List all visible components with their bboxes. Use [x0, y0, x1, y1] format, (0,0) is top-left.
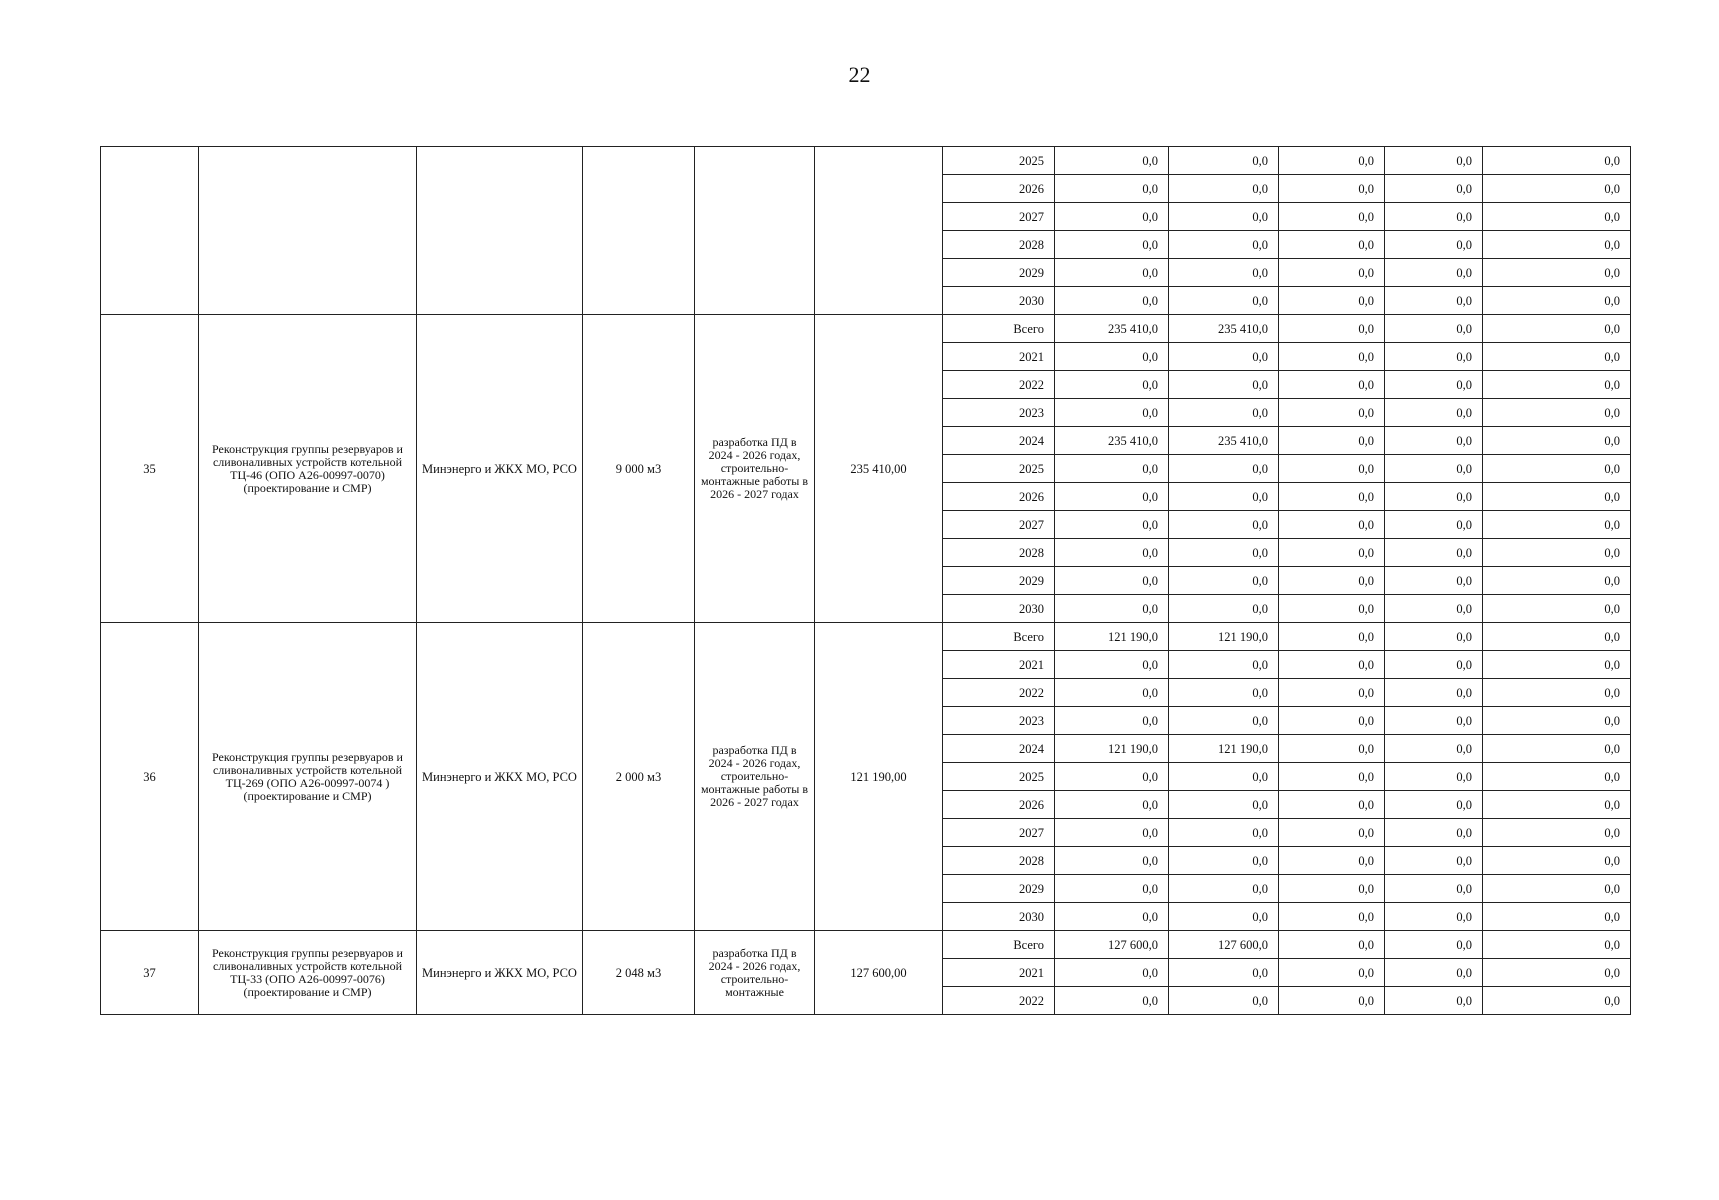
value-cell: 0,0: [1169, 287, 1279, 315]
table-row: [101, 931, 1631, 959]
value-cell: 0,0: [1055, 147, 1169, 175]
project-cost: 121 190,00: [815, 623, 943, 931]
value-cell: 0,0: [1169, 231, 1279, 259]
value-cell: 0,0: [1385, 987, 1483, 1015]
value-cell: 0,0: [1385, 287, 1483, 315]
value-cell: 121 190,0: [1055, 735, 1169, 763]
project-responsible: Минэнерго и ЖКХ МО, РСО: [417, 931, 583, 1015]
project-name: Реконструкция группы резервуаров и сливоналивных устройств котельной ТЦ-269 (ОПО А26-00997-0074 ) (проектирование и СМР): [199, 623, 417, 931]
value-cell: 0,0: [1169, 259, 1279, 287]
year-cell: 2029: [943, 875, 1055, 903]
project-capacity: 2 000 м3: [583, 623, 695, 931]
year-cell: 2022: [943, 987, 1055, 1015]
value-cell: 0,0: [1169, 819, 1279, 847]
page-number: 22: [848, 62, 871, 87]
year-cell: 2028: [943, 847, 1055, 875]
value-cell: 0,0: [1055, 511, 1169, 539]
value-cell: 0,0: [1055, 231, 1169, 259]
value-cell: 0,0: [1055, 371, 1169, 399]
value-cell: 0,0: [1279, 987, 1385, 1015]
value-cell: 0,0: [1055, 259, 1169, 287]
value-cell: 0,0: [1483, 287, 1631, 315]
value-cell: 0,0: [1279, 819, 1385, 847]
value-cell: 0,0: [1483, 147, 1631, 175]
value-cell: 0,0: [1055, 287, 1169, 315]
value-cell: 0,0: [1385, 399, 1483, 427]
value-cell: 0,0: [1055, 539, 1169, 567]
year-cell: Всего: [943, 931, 1055, 959]
project-cost: 235 410,00: [815, 315, 943, 623]
year-cell: 2024: [943, 427, 1055, 455]
value-cell: 0,0: [1385, 707, 1483, 735]
value-cell: 0,0: [1279, 259, 1385, 287]
project-cost: 127 600,00: [815, 931, 943, 1015]
project-stage: разработка ПД в 2024 - 2026 годах, строительно-монтажные работы в 2026 - 2027 годах: [695, 315, 815, 623]
value-cell: 0,0: [1483, 399, 1631, 427]
value-cell: 0,0: [1279, 903, 1385, 931]
value-cell: 0,0: [1385, 903, 1483, 931]
value-cell: 0,0: [1279, 931, 1385, 959]
value-cell: 0,0: [1169, 483, 1279, 511]
value-cell: 0,0: [1279, 371, 1385, 399]
value-cell: 0,0: [1055, 595, 1169, 623]
value-cell: 0,0: [1483, 875, 1631, 903]
value-cell: 0,0: [1483, 847, 1631, 875]
value-cell: 0,0: [1279, 343, 1385, 371]
value-cell: 0,0: [1055, 175, 1169, 203]
year-cell: 2030: [943, 595, 1055, 623]
year-cell: 2026: [943, 483, 1055, 511]
value-cell: 0,0: [1055, 567, 1169, 595]
project-number: 35: [101, 315, 199, 623]
value-cell: 0,0: [1385, 931, 1483, 959]
value-cell: 0,0: [1385, 343, 1483, 371]
value-cell: 0,0: [1169, 875, 1279, 903]
project-stage: разработка ПД в 2024 - 2026 годах, строительно-монтажные: [695, 931, 815, 1015]
value-cell: 0,0: [1279, 455, 1385, 483]
project-responsible: [417, 147, 583, 315]
project-stage: разработка ПД в 2024 - 2026 годах, строительно-монтажные работы в 2026 - 2027 годах: [695, 623, 815, 931]
value-cell: 0,0: [1385, 315, 1483, 343]
year-cell: 2028: [943, 539, 1055, 567]
year-cell: 2029: [943, 567, 1055, 595]
value-cell: 0,0: [1385, 595, 1483, 623]
value-cell: 0,0: [1385, 623, 1483, 651]
value-cell: 0,0: [1483, 987, 1631, 1015]
value-cell: 121 190,0: [1055, 623, 1169, 651]
value-cell: 127 600,0: [1169, 931, 1279, 959]
year-cell: 2024: [943, 735, 1055, 763]
value-cell: 0,0: [1055, 483, 1169, 511]
value-cell: 0,0: [1169, 959, 1279, 987]
project-name: Реконструкция группы резервуаров и сливоналивных устройств котельной ТЦ-46 (ОПО А26-00997-0070) (проектирование и СМР): [199, 315, 417, 623]
value-cell: 0,0: [1483, 735, 1631, 763]
value-cell: 0,0: [1055, 847, 1169, 875]
year-cell: 2026: [943, 791, 1055, 819]
year-cell: 2023: [943, 399, 1055, 427]
project-responsible: Минэнерго и ЖКХ МО, РСО: [417, 623, 583, 931]
value-cell: 0,0: [1483, 511, 1631, 539]
year-cell: 2021: [943, 959, 1055, 987]
value-cell: 0,0: [1169, 539, 1279, 567]
value-cell: 0,0: [1279, 651, 1385, 679]
value-cell: 0,0: [1483, 427, 1631, 455]
value-cell: 0,0: [1385, 735, 1483, 763]
value-cell: 0,0: [1483, 315, 1631, 343]
project-responsible: Минэнерго и ЖКХ МО, РСО: [417, 315, 583, 623]
value-cell: 121 190,0: [1169, 735, 1279, 763]
value-cell: 0,0: [1055, 903, 1169, 931]
year-cell: 2030: [943, 903, 1055, 931]
value-cell: 0,0: [1279, 679, 1385, 707]
value-cell: 0,0: [1483, 623, 1631, 651]
value-cell: 0,0: [1385, 539, 1483, 567]
value-cell: 0,0: [1385, 959, 1483, 987]
program-table: [100, 146, 1631, 1015]
value-cell: 0,0: [1169, 847, 1279, 875]
value-cell: 0,0: [1483, 959, 1631, 987]
year-cell: 2027: [943, 819, 1055, 847]
value-cell: 235 410,0: [1055, 427, 1169, 455]
year-cell: 2025: [943, 455, 1055, 483]
value-cell: 0,0: [1279, 735, 1385, 763]
value-cell: 0,0: [1169, 147, 1279, 175]
value-cell: 0,0: [1055, 455, 1169, 483]
value-cell: 0,0: [1279, 763, 1385, 791]
year-cell: Всего: [943, 315, 1055, 343]
value-cell: 0,0: [1483, 707, 1631, 735]
value-cell: 0,0: [1169, 343, 1279, 371]
value-cell: 0,0: [1169, 175, 1279, 203]
table-row: [101, 623, 1631, 651]
project-number: [101, 147, 199, 315]
value-cell: 0,0: [1385, 763, 1483, 791]
value-cell: 0,0: [1169, 567, 1279, 595]
value-cell: 0,0: [1385, 483, 1483, 511]
value-cell: 0,0: [1483, 231, 1631, 259]
value-cell: 0,0: [1279, 483, 1385, 511]
value-cell: 0,0: [1385, 847, 1483, 875]
value-cell: 0,0: [1385, 511, 1483, 539]
project-stage: [695, 147, 815, 315]
year-cell: 2026: [943, 175, 1055, 203]
value-cell: 0,0: [1169, 399, 1279, 427]
value-cell: 0,0: [1483, 819, 1631, 847]
value-cell: 0,0: [1055, 679, 1169, 707]
value-cell: 0,0: [1279, 567, 1385, 595]
project-capacity: 2 048 м3: [583, 931, 695, 1015]
value-cell: 0,0: [1169, 203, 1279, 231]
year-cell: 2025: [943, 763, 1055, 791]
year-cell: 2029: [943, 259, 1055, 287]
value-cell: 0,0: [1279, 427, 1385, 455]
value-cell: 0,0: [1483, 567, 1631, 595]
year-cell: 2023: [943, 707, 1055, 735]
value-cell: 0,0: [1483, 903, 1631, 931]
value-cell: 235 410,0: [1055, 315, 1169, 343]
value-cell: 0,0: [1279, 959, 1385, 987]
year-cell: Всего: [943, 623, 1055, 651]
value-cell: 0,0: [1279, 315, 1385, 343]
value-cell: 127 600,0: [1055, 931, 1169, 959]
value-cell: 0,0: [1279, 511, 1385, 539]
project-number: 37: [101, 931, 199, 1015]
value-cell: 0,0: [1169, 511, 1279, 539]
table-row: [101, 147, 1631, 175]
value-cell: 0,0: [1385, 203, 1483, 231]
value-cell: 0,0: [1483, 259, 1631, 287]
value-cell: 0,0: [1279, 875, 1385, 903]
value-cell: 0,0: [1055, 399, 1169, 427]
value-cell: 0,0: [1279, 399, 1385, 427]
value-cell: 0,0: [1279, 595, 1385, 623]
year-cell: 2027: [943, 511, 1055, 539]
value-cell: 0,0: [1483, 931, 1631, 959]
value-cell: 0,0: [1483, 651, 1631, 679]
value-cell: 0,0: [1169, 903, 1279, 931]
value-cell: 0,0: [1483, 791, 1631, 819]
year-cell: 2021: [943, 343, 1055, 371]
value-cell: 0,0: [1169, 595, 1279, 623]
value-cell: 235 410,0: [1169, 427, 1279, 455]
value-cell: 0,0: [1169, 987, 1279, 1015]
value-cell: 0,0: [1483, 455, 1631, 483]
value-cell: 0,0: [1055, 203, 1169, 231]
value-cell: 0,0: [1385, 455, 1483, 483]
value-cell: 0,0: [1483, 371, 1631, 399]
year-cell: 2025: [943, 147, 1055, 175]
value-cell: 0,0: [1055, 791, 1169, 819]
value-cell: 0,0: [1483, 539, 1631, 567]
value-cell: 0,0: [1385, 791, 1483, 819]
value-cell: 0,0: [1385, 371, 1483, 399]
value-cell: 0,0: [1055, 987, 1169, 1015]
value-cell: 0,0: [1279, 847, 1385, 875]
year-cell: 2022: [943, 371, 1055, 399]
value-cell: 0,0: [1483, 763, 1631, 791]
year-cell: 2030: [943, 287, 1055, 315]
value-cell: 0,0: [1279, 707, 1385, 735]
year-cell: 2021: [943, 651, 1055, 679]
value-cell: 0,0: [1055, 763, 1169, 791]
value-cell: 0,0: [1055, 959, 1169, 987]
value-cell: 0,0: [1169, 651, 1279, 679]
project-cost: [815, 147, 943, 315]
value-cell: 0,0: [1055, 343, 1169, 371]
project-capacity: [583, 147, 695, 315]
value-cell: 0,0: [1169, 679, 1279, 707]
value-cell: 0,0: [1483, 483, 1631, 511]
value-cell: 0,0: [1385, 427, 1483, 455]
value-cell: 0,0: [1169, 707, 1279, 735]
value-cell: 0,0: [1055, 707, 1169, 735]
value-cell: 0,0: [1279, 147, 1385, 175]
value-cell: 0,0: [1385, 231, 1483, 259]
value-cell: 0,0: [1169, 455, 1279, 483]
value-cell: 0,0: [1483, 679, 1631, 707]
value-cell: 121 190,0: [1169, 623, 1279, 651]
value-cell: 0,0: [1483, 203, 1631, 231]
value-cell: 0,0: [1169, 371, 1279, 399]
value-cell: 0,0: [1055, 819, 1169, 847]
value-cell: 0,0: [1279, 175, 1385, 203]
value-cell: 0,0: [1385, 679, 1483, 707]
value-cell: 0,0: [1279, 203, 1385, 231]
value-cell: 0,0: [1055, 875, 1169, 903]
value-cell: 0,0: [1279, 539, 1385, 567]
value-cell: 0,0: [1385, 819, 1483, 847]
year-cell: 2028: [943, 231, 1055, 259]
value-cell: 0,0: [1279, 791, 1385, 819]
project-number: 36: [101, 623, 199, 931]
value-cell: 0,0: [1385, 175, 1483, 203]
year-cell: 2022: [943, 679, 1055, 707]
value-cell: 0,0: [1483, 595, 1631, 623]
year-cell: 2027: [943, 203, 1055, 231]
value-cell: 235 410,0: [1169, 315, 1279, 343]
value-cell: 0,0: [1385, 259, 1483, 287]
value-cell: 0,0: [1385, 875, 1483, 903]
value-cell: 0,0: [1279, 287, 1385, 315]
value-cell: 0,0: [1279, 231, 1385, 259]
value-cell: 0,0: [1483, 175, 1631, 203]
value-cell: 0,0: [1169, 791, 1279, 819]
value-cell: 0,0: [1483, 343, 1631, 371]
table-row: [101, 315, 1631, 343]
value-cell: 0,0: [1385, 567, 1483, 595]
project-capacity: 9 000 м3: [583, 315, 695, 623]
value-cell: 0,0: [1055, 651, 1169, 679]
value-cell: 0,0: [1279, 623, 1385, 651]
project-name: [199, 147, 417, 315]
value-cell: 0,0: [1385, 651, 1483, 679]
value-cell: 0,0: [1385, 147, 1483, 175]
value-cell: 0,0: [1169, 763, 1279, 791]
project-name: Реконструкция группы резервуаров и сливоналивных устройств котельной ТЦ-33 (ОПО А26-00997-0076) (проектирование и СМР): [199, 931, 417, 1015]
